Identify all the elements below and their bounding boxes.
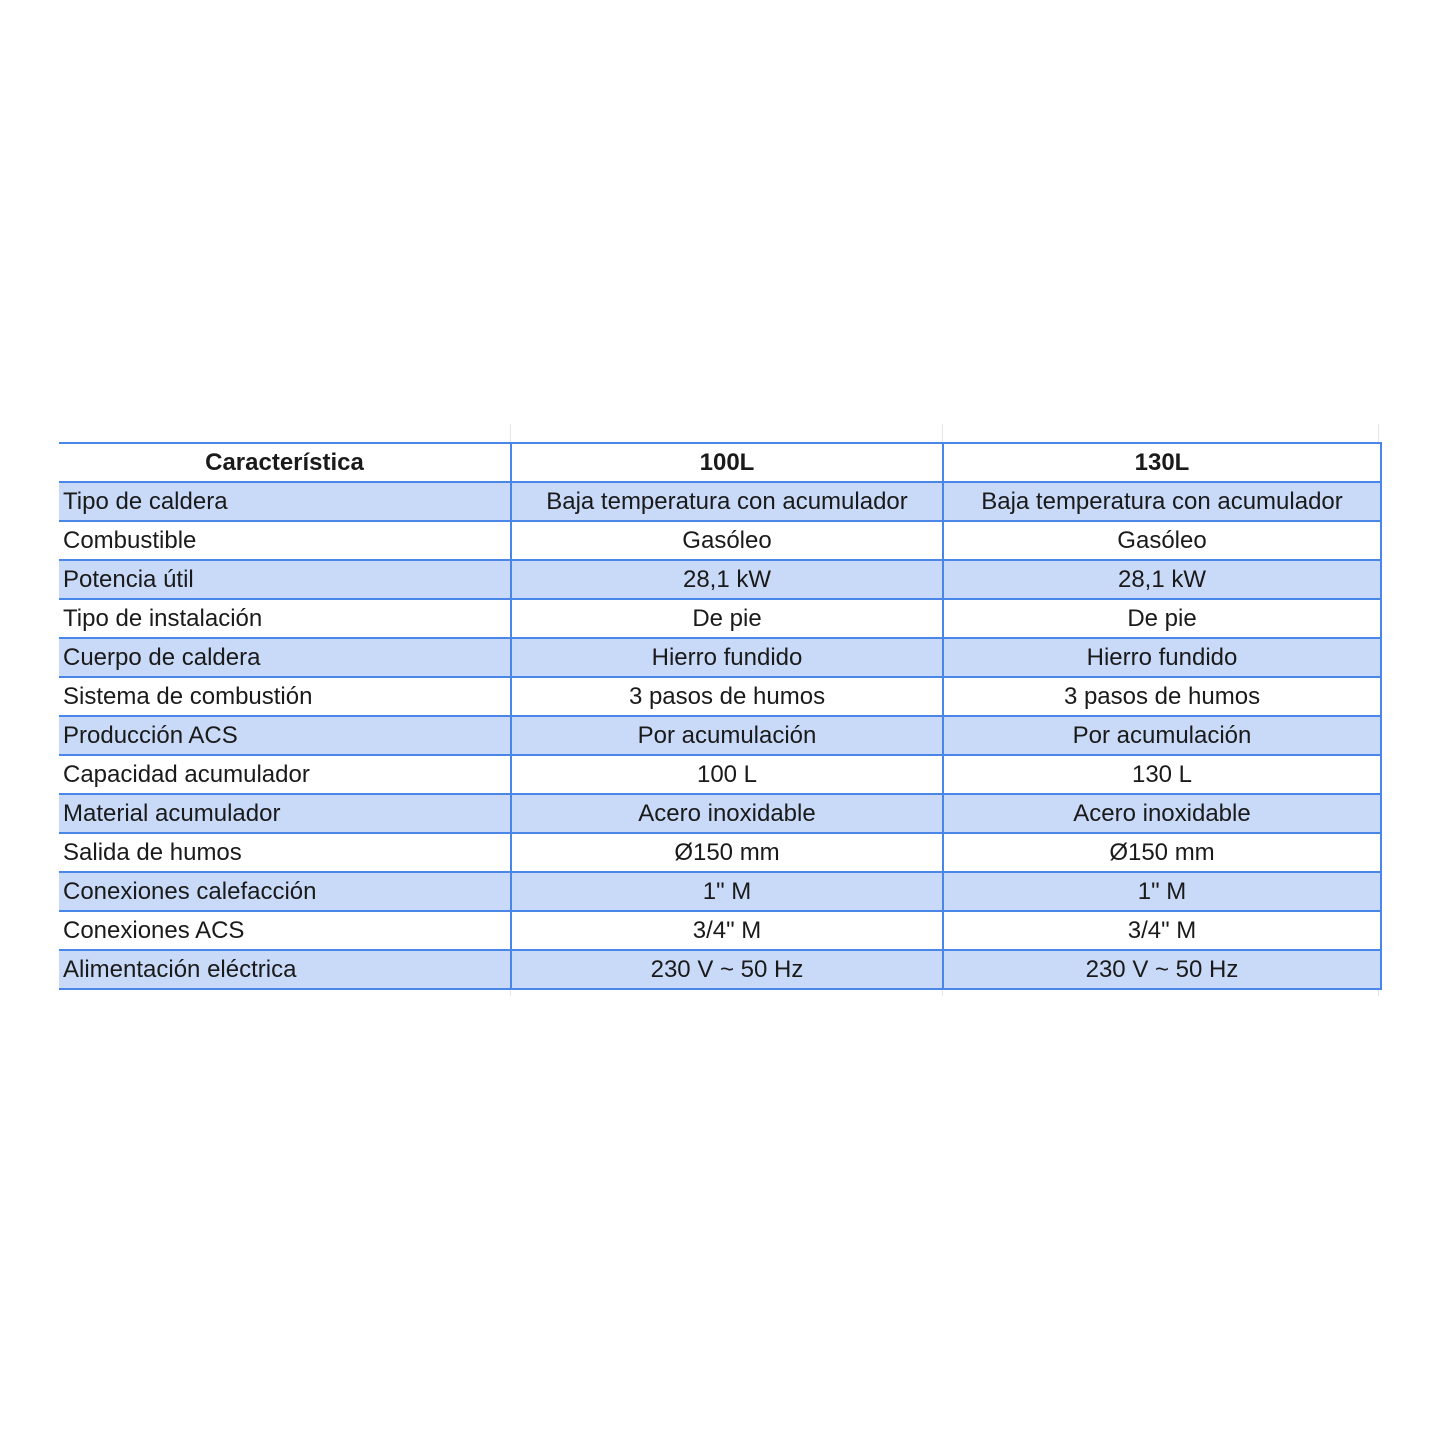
table-row <box>59 482 1381 521</box>
cell-130l[interactable]: 1" M <box>943 872 1381 911</box>
row-label[interactable]: Potencia útil <box>59 560 511 599</box>
table-row <box>59 794 1381 833</box>
row-label[interactable]: Tipo de instalación <box>59 599 511 638</box>
table-row <box>59 677 1381 716</box>
table-row <box>59 950 1381 989</box>
table-row <box>59 638 1381 677</box>
cell-130l[interactable]: Ø150 mm <box>943 833 1381 872</box>
cell-130l[interactable]: 28,1 kW <box>943 560 1381 599</box>
cell-130l[interactable]: 3 pasos de humos <box>943 677 1381 716</box>
row-label[interactable]: Producción ACS <box>59 716 511 755</box>
cell-130l[interactable]: De pie <box>943 599 1381 638</box>
row-label[interactable]: Material acumulador <box>59 794 511 833</box>
cell-100l[interactable]: 3/4" M <box>511 911 943 950</box>
empty-row-below <box>59 990 1381 996</box>
cell-130l[interactable]: Hierro fundido <box>943 638 1381 677</box>
empty-cell[interactable] <box>511 990 943 996</box>
cell-100l[interactable]: Hierro fundido <box>511 638 943 677</box>
cell-100l[interactable]: Baja temperatura con acumulador <box>511 482 943 521</box>
empty-cell[interactable] <box>59 424 511 442</box>
cell-100l[interactable]: Ø150 mm <box>511 833 943 872</box>
cell-130l[interactable]: Acero inoxidable <box>943 794 1381 833</box>
table-row <box>59 599 1381 638</box>
row-label[interactable]: Capacidad acumulador <box>59 755 511 794</box>
cell-130l[interactable]: Por acumulación <box>943 716 1381 755</box>
spec-table <box>59 442 1382 990</box>
empty-row-above <box>59 424 1381 442</box>
cell-100l[interactable]: 28,1 kW <box>511 560 943 599</box>
cell-100l[interactable]: Gasóleo <box>511 521 943 560</box>
table-row <box>59 755 1381 794</box>
cell-100l[interactable]: Por acumulación <box>511 716 943 755</box>
row-label[interactable]: Cuerpo de caldera <box>59 638 511 677</box>
cell-130l[interactable]: 230 V ~ 50 Hz <box>943 950 1381 989</box>
cell-100l[interactable]: 1" M <box>511 872 943 911</box>
row-label[interactable]: Salida de humos <box>59 833 511 872</box>
cell-130l[interactable]: 3/4" M <box>943 911 1381 950</box>
cell-100l[interactable]: De pie <box>511 599 943 638</box>
empty-cell[interactable] <box>511 424 943 442</box>
table-row <box>59 521 1381 560</box>
empty-cell[interactable] <box>59 990 511 996</box>
cell-100l[interactable]: Acero inoxidable <box>511 794 943 833</box>
header-cell-100l[interactable]: 100L <box>511 443 943 482</box>
table-row <box>59 560 1381 599</box>
header-cell-feature[interactable]: Característica <box>59 443 511 482</box>
table-row <box>59 716 1381 755</box>
table-row <box>59 872 1381 911</box>
cell-130l[interactable]: Baja temperatura con acumulador <box>943 482 1381 521</box>
row-label[interactable]: Alimentación eléctrica <box>59 950 511 989</box>
cell-100l[interactable]: 230 V ~ 50 Hz <box>511 950 943 989</box>
empty-cell[interactable] <box>943 990 1379 996</box>
row-label[interactable]: Conexiones calefacción <box>59 872 511 911</box>
spreadsheet-area <box>59 424 1381 996</box>
table-row <box>59 911 1381 950</box>
header-row <box>59 443 1381 482</box>
cell-100l[interactable]: 100 L <box>511 755 943 794</box>
header-cell-130l[interactable]: 130L <box>943 443 1381 482</box>
row-label[interactable]: Sistema de combustión <box>59 677 511 716</box>
empty-cell[interactable] <box>943 424 1379 442</box>
row-label[interactable]: Tipo de caldera <box>59 482 511 521</box>
table-row <box>59 833 1381 872</box>
cell-100l[interactable]: 3 pasos de humos <box>511 677 943 716</box>
row-label[interactable]: Combustible <box>59 521 511 560</box>
row-label[interactable]: Conexiones ACS <box>59 911 511 950</box>
cell-130l[interactable]: Gasóleo <box>943 521 1381 560</box>
cell-130l[interactable]: 130 L <box>943 755 1381 794</box>
